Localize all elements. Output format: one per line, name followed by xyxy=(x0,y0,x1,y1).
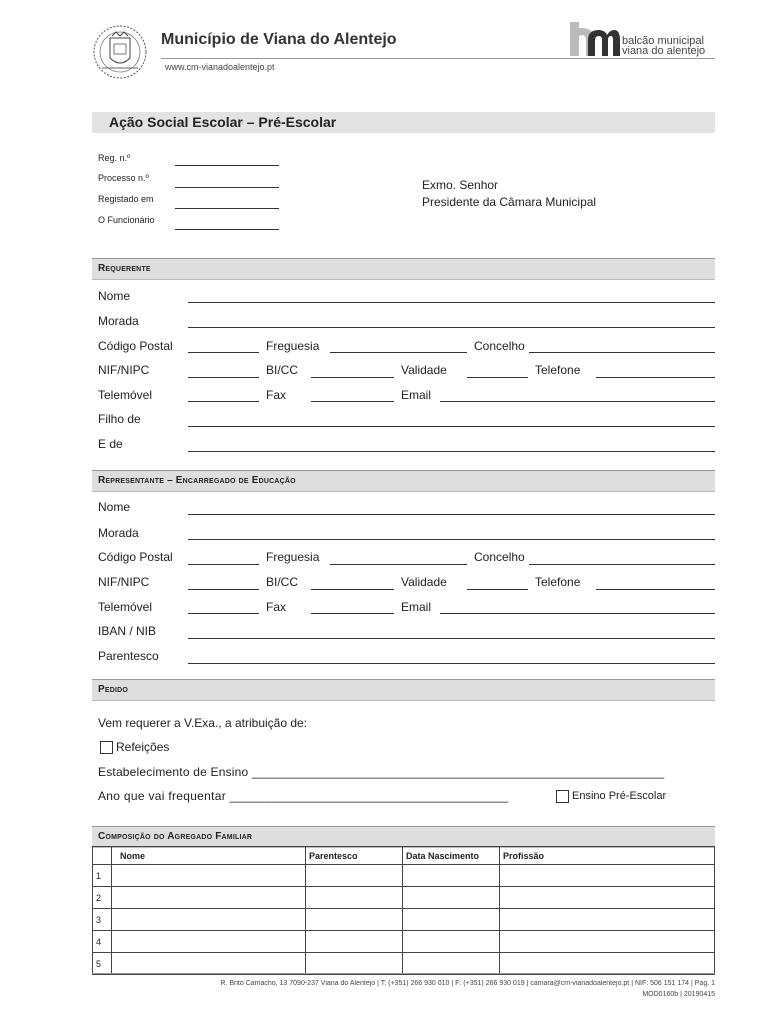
req-freguesia-field[interactable] xyxy=(330,352,467,353)
rep-validade-field[interactable] xyxy=(467,589,528,590)
rep-fax-field[interactable] xyxy=(311,613,394,614)
rep-morada-field[interactable] xyxy=(188,539,715,540)
rep-nome-field[interactable] xyxy=(188,514,715,515)
table-row xyxy=(93,865,715,887)
refeicoes-label: Refeições xyxy=(116,740,170,754)
municipality-name: Município de Viana do Alentejo xyxy=(161,31,397,48)
col-nome-header: Nome xyxy=(112,847,306,865)
req-cp-label: Código Postal xyxy=(98,339,173,353)
parentesco-cell[interactable] xyxy=(306,887,403,909)
footer-contact: R. Brito Camacho, 13 7090-237 Viana do Alentejo | T: (+351) 266 930 010 | F: (+351) 266 930 019 | camara@cm-vianadoalentejo.pt | NIF: 506 151 174 | Pág. 1 xyxy=(220,980,715,987)
col-index-header xyxy=(93,847,112,865)
req-email-label: Email xyxy=(401,388,432,402)
req-bicc-label: BI/CC xyxy=(266,363,299,377)
table-row xyxy=(93,909,715,931)
req-filho-field[interactable] xyxy=(188,426,715,427)
agregado-section-header xyxy=(92,826,715,848)
ano-line[interactable]: Ano que vai frequentar ________________________________________ xyxy=(98,789,509,803)
nome-cell[interactable] xyxy=(112,953,306,975)
profissao-cell[interactable] xyxy=(500,931,715,953)
req-ede-field[interactable] xyxy=(188,451,715,452)
footer-doc-code: MOD0160b | 20190415 xyxy=(642,991,715,998)
rep-validade-label: Validade xyxy=(401,575,447,589)
rep-email-field[interactable] xyxy=(440,613,715,614)
representante-title: Representante – Encarregado de Educação xyxy=(98,475,296,486)
form-title: Ação Social Escolar – Pré-Escolar xyxy=(109,114,337,130)
parentesco-cell[interactable] xyxy=(306,909,403,931)
processo-field[interactable] xyxy=(175,187,279,188)
rep-freguesia-label: Freguesia xyxy=(266,550,320,564)
req-freguesia-label: Freguesia xyxy=(266,339,320,353)
rep-concelho-field[interactable] xyxy=(529,564,715,565)
rep-telefone-field[interactable] xyxy=(596,589,715,590)
nascimento-cell[interactable] xyxy=(403,931,500,953)
nome-cell[interactable] xyxy=(112,865,306,887)
col-profissao-header: Profissão xyxy=(500,847,715,865)
rep-iban-label: IBAN / NIB xyxy=(98,624,157,638)
logo-line-2: viana do alentejo xyxy=(622,45,706,57)
reg-label: Reg. n.º xyxy=(98,153,131,163)
pedido-section-header xyxy=(92,679,715,701)
rep-bicc-field[interactable] xyxy=(311,589,394,590)
req-nome-label: Nome xyxy=(98,289,131,303)
table-row xyxy=(93,931,715,953)
rep-morada-label: Morada xyxy=(98,526,139,540)
agregado-title: Composição do Agregado Familiar xyxy=(98,831,253,842)
req-telemovel-label: Telemóvel xyxy=(98,388,153,402)
estabelecimento-line[interactable]: Estabelecimento de Ensino ____________________________________________________________ xyxy=(98,765,665,779)
rep-iban-field[interactable] xyxy=(188,638,715,639)
requerente-title: Requerente xyxy=(98,263,151,274)
rep-telemovel-field[interactable] xyxy=(188,613,259,614)
rep-freguesia-field[interactable] xyxy=(330,564,467,565)
rep-bicc-label: BI/CC xyxy=(266,575,299,589)
row-index: 2 xyxy=(93,887,112,909)
req-nome-field[interactable] xyxy=(188,302,715,303)
req-fax-label: Fax xyxy=(266,388,287,402)
nome-cell[interactable] xyxy=(112,931,306,953)
req-telemovel-field[interactable] xyxy=(188,401,259,402)
table-row xyxy=(93,887,715,909)
nascimento-cell[interactable] xyxy=(403,909,500,931)
rep-nif-field[interactable] xyxy=(188,589,259,590)
req-fax-field[interactable] xyxy=(311,401,394,402)
req-telefone-field[interactable] xyxy=(596,377,715,378)
footer-divider xyxy=(92,973,715,974)
rep-telemovel-label: Telemóvel xyxy=(98,600,153,614)
req-validade-label: Validade xyxy=(401,363,447,377)
funcionario-label: O Funcionário xyxy=(98,215,155,225)
parentesco-cell[interactable] xyxy=(306,953,403,975)
rep-concelho-label: Concelho xyxy=(474,550,525,564)
rep-email-label: Email xyxy=(401,600,432,614)
agregado-header-row xyxy=(93,847,715,865)
nome-cell[interactable] xyxy=(112,909,306,931)
row-index: 4 xyxy=(93,931,112,953)
profissao-cell[interactable] xyxy=(500,865,715,887)
row-index: 5 xyxy=(93,953,112,975)
rep-fax-label: Fax xyxy=(266,600,287,614)
municipal-crest-icon xyxy=(92,24,148,80)
profissao-cell[interactable] xyxy=(500,909,715,931)
profissao-cell[interactable] xyxy=(500,887,715,909)
profissao-cell[interactable] xyxy=(500,953,715,975)
ensino-pre-escolar-checkbox[interactable] xyxy=(556,790,569,803)
pedido-title: Pedido xyxy=(98,684,129,695)
addressee-line-1: Exmo. Senhor xyxy=(422,178,499,192)
req-concelho-field[interactable] xyxy=(529,352,715,353)
req-morada-label: Morada xyxy=(98,314,139,328)
pedido-intro: Vem requerer a V.Exa., a atribuição de: xyxy=(98,716,308,730)
rep-parentesco-field[interactable] xyxy=(188,663,715,664)
rep-nif-label: NIF/NIPC xyxy=(98,575,150,589)
nascimento-cell[interactable] xyxy=(403,953,500,975)
registado-field[interactable] xyxy=(175,208,279,209)
req-telefone-label: Telefone xyxy=(535,363,581,377)
rep-parentesco-label: Parentesco xyxy=(98,649,159,663)
req-filho-label: Filho de xyxy=(98,412,141,426)
req-bicc-field[interactable] xyxy=(311,377,394,378)
reg-field[interactable] xyxy=(175,165,279,166)
req-ede-label: E de xyxy=(98,437,123,451)
parentesco-cell[interactable] xyxy=(306,931,403,953)
req-nif-label: NIF/NIPC xyxy=(98,363,150,377)
col-nascimento-header: Data Nascimento xyxy=(403,847,500,865)
req-concelho-label: Concelho xyxy=(474,339,525,353)
req-nif-field[interactable] xyxy=(188,377,259,378)
nascimento-cell[interactable] xyxy=(403,887,500,909)
rep-nome-label: Nome xyxy=(98,500,131,514)
ensino-pre-escolar-label: Ensino Pré-Escolar xyxy=(572,790,667,802)
table-row xyxy=(93,953,715,975)
row-index: 1 xyxy=(93,865,112,887)
website-link[interactable]: www.cm-vianadoalentejo.pt xyxy=(165,62,275,72)
nascimento-cell[interactable] xyxy=(403,865,500,887)
nome-cell[interactable] xyxy=(112,887,306,909)
requerente-section-header xyxy=(92,258,715,280)
agregado-table xyxy=(92,846,715,975)
funcionario-field[interactable] xyxy=(175,229,279,230)
addressee-line-2: Presidente da Câmara Municipal xyxy=(422,195,597,209)
rep-telefone-label: Telefone xyxy=(535,575,581,589)
req-cp-field[interactable] xyxy=(188,352,259,353)
registado-label: Registado em xyxy=(98,194,154,204)
refeicoes-checkbox[interactable] xyxy=(100,741,113,754)
req-morada-field[interactable] xyxy=(188,327,715,328)
processo-label: Processo n.º xyxy=(98,173,149,183)
req-email-field[interactable] xyxy=(440,401,715,402)
row-index: 3 xyxy=(93,909,112,931)
col-parentesco-header: Parentesco xyxy=(306,847,403,865)
logo-line-1: balcão municipal xyxy=(622,35,704,47)
parentesco-cell[interactable] xyxy=(306,865,403,887)
representante-section-header xyxy=(92,470,715,492)
req-validade-field[interactable] xyxy=(467,377,528,378)
balcao-logo-icon xyxy=(568,22,620,56)
rep-cp-field[interactable] xyxy=(188,564,259,565)
rep-cp-label: Código Postal xyxy=(98,550,173,564)
